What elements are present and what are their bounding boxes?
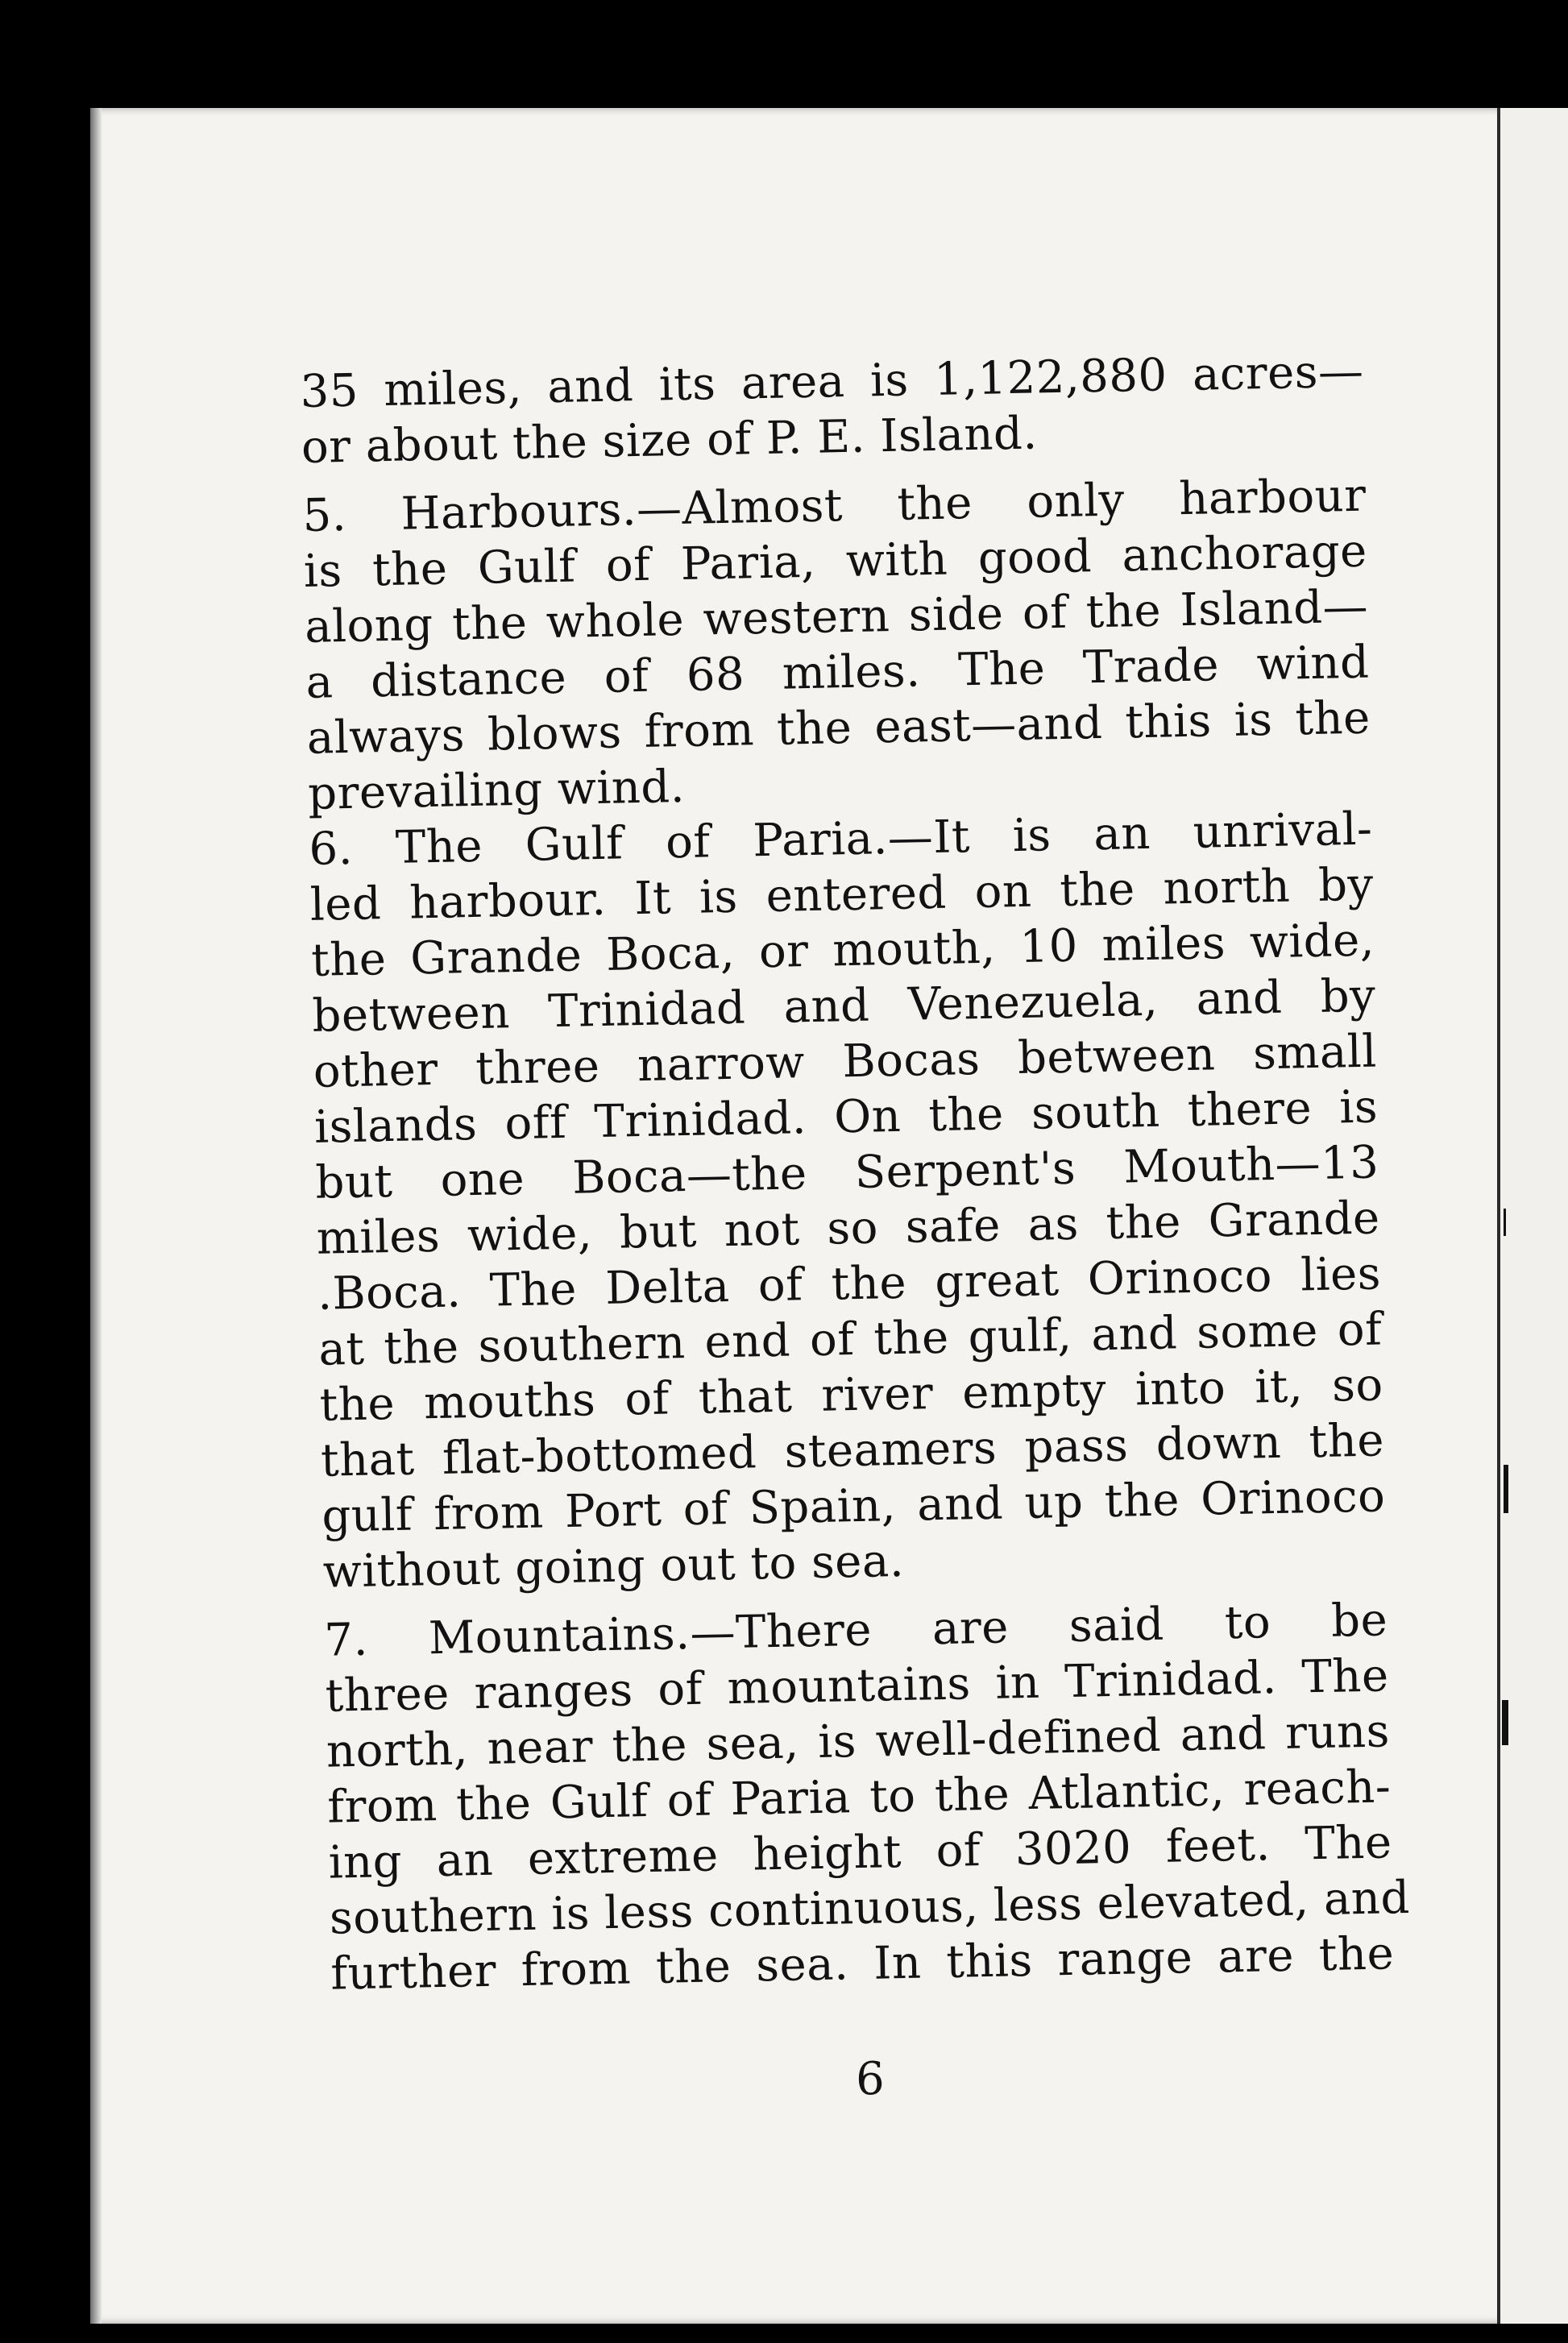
text-line: 35 miles, and its area is 1,122,880 acres— bbox=[300, 345, 1365, 418]
text-line: miles wide, but not so safe as the Grande bbox=[316, 1192, 1381, 1265]
text-line-heading-mountains: 7. Mountains.—There are said to be bbox=[323, 1594, 1388, 1667]
text-line: without going out to sea. bbox=[322, 1534, 905, 1599]
text-line: is the Gulf of Paria, with good anchorage bbox=[303, 525, 1368, 598]
text-line: southern is less continuous, less elevated, and bbox=[329, 1871, 1411, 1945]
text-line: ing an extreme height of 3020 feet. The bbox=[328, 1816, 1393, 1889]
text-line-heading-gulf-of-paria: 6. The Gulf of Paria.—It is an unrival- bbox=[308, 802, 1373, 876]
gutter-mark-middle bbox=[1502, 1700, 1508, 1745]
text-line: other three narrow Bocas between small bbox=[313, 1025, 1378, 1098]
text-line: islands off Trinidad. On the south there is bbox=[313, 1080, 1379, 1154]
page-number: 6 bbox=[856, 2053, 885, 2105]
text-line: the Grande Boca, or mouth, 10 miles wide, bbox=[310, 914, 1375, 987]
facing-page-edge bbox=[1500, 108, 1568, 2324]
page-left-edge bbox=[90, 108, 102, 2324]
gutter-mark-tick bbox=[1504, 1209, 1506, 1236]
text-line-heading-harbours: 5. Harbours.—Almost the only harbour bbox=[301, 469, 1367, 542]
text-line: prevailing wind. bbox=[307, 760, 686, 820]
text-line: always blows from the east—and this is the bbox=[306, 691, 1371, 765]
text-line: at the southern end of the gulf, and some of bbox=[317, 1303, 1383, 1376]
body-text bbox=[300, 344, 1411, 2002]
text-line: from the Gulf of Paria to the Atlantic, reach- bbox=[326, 1760, 1392, 1834]
scan-bottom-border bbox=[90, 2324, 1568, 2343]
text-line: the mouths of that river empty into it, so bbox=[319, 1358, 1384, 1432]
gutter-mark-top bbox=[1504, 1465, 1508, 1513]
text-line: led harbour. It is entered on the north by bbox=[309, 858, 1375, 931]
text-line: that flat-bottomed steamers pass down the bbox=[320, 1414, 1385, 1487]
text-line: a distance of 68 miles. The Trade wind bbox=[305, 636, 1370, 709]
text-line: .Boca. The Delta of the great Orinoco lies bbox=[317, 1247, 1382, 1321]
text-line: north, near the sea, is well-defined and runs bbox=[326, 1705, 1391, 1778]
text-line: further from the sea. In this range are the bbox=[330, 1927, 1395, 2001]
text-line: along the whole western side of the Island— bbox=[304, 580, 1369, 653]
text-line: three ranges of mountains in Trinidad. The bbox=[325, 1649, 1390, 1723]
text-line: but one Boca—the Serpent's Mouth—13 bbox=[314, 1136, 1379, 1209]
text-line: between Trinidad and Venezuela, and by bbox=[311, 969, 1376, 1043]
text-line: gulf from Port of Spain, and up the Orinoco bbox=[321, 1470, 1386, 1543]
text-line: or about the size of P. E. Island. bbox=[301, 407, 1039, 474]
